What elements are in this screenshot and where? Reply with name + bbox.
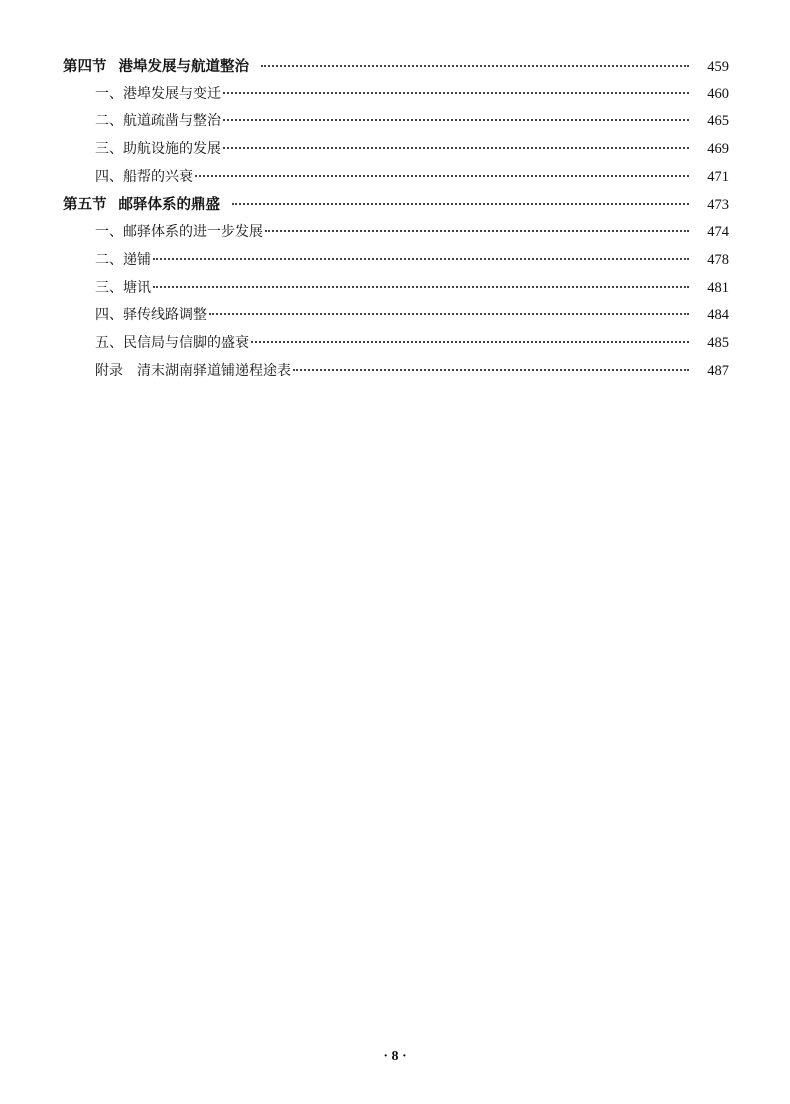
toc-item-title: 四、船帮的兴衰 xyxy=(95,168,193,185)
toc-page-number: 478 xyxy=(707,251,729,268)
dot-leader xyxy=(223,92,689,94)
toc-item-title: 三、塘讯 xyxy=(95,279,151,296)
toc-item-row[interactable] xyxy=(63,249,729,277)
toc-page-number: 459 xyxy=(707,59,729,75)
toc-item-title: 一、邮驿体系的进一步发展 xyxy=(95,224,263,241)
toc-item-title: 二、航道疏凿与整治 xyxy=(95,113,221,130)
dot-leader xyxy=(153,258,689,260)
toc-page-number: 485 xyxy=(707,334,729,351)
toc-item-row[interactable] xyxy=(63,277,729,305)
dot-leader xyxy=(223,147,689,149)
toc-page-number: 481 xyxy=(707,279,729,296)
toc-item-title: 附录 清末湖南驿道铺递程途表 xyxy=(95,362,291,379)
dot-leader xyxy=(265,230,689,232)
toc-section-number: 第五节 xyxy=(63,197,107,214)
toc-item-row[interactable] xyxy=(63,110,729,138)
dot-leader xyxy=(261,65,689,67)
dot-leader xyxy=(293,369,689,371)
toc-item-row[interactable] xyxy=(63,360,729,388)
toc-section-number: 第四节 xyxy=(63,59,107,75)
toc-section-label: 港埠发展与航道整治 xyxy=(118,59,249,75)
toc-section-row[interactable] xyxy=(63,193,729,221)
toc-page-number: 469 xyxy=(707,141,729,158)
toc-page-number: 471 xyxy=(707,168,729,185)
toc-item-row[interactable] xyxy=(63,332,729,360)
toc-item-row[interactable] xyxy=(63,166,729,194)
toc-page-number: 460 xyxy=(707,85,729,102)
toc-item-row[interactable] xyxy=(63,221,729,249)
dot-leader xyxy=(195,175,689,177)
toc-section-title xyxy=(63,55,249,76)
dot-leader xyxy=(251,341,689,343)
toc-page-number: 465 xyxy=(707,113,729,130)
toc-item-row[interactable] xyxy=(63,304,729,332)
dot-leader xyxy=(209,313,689,315)
dot-leader xyxy=(232,203,689,205)
toc-item-title: 一、港埠发展与变迁 xyxy=(95,85,221,102)
table-of-contents xyxy=(63,55,729,387)
toc-item-row[interactable] xyxy=(63,83,729,111)
page-number-footer: · 8 · xyxy=(383,1049,407,1064)
toc-item-row[interactable] xyxy=(63,138,729,166)
toc-page-number: 473 xyxy=(707,197,729,214)
toc-item-title: 五、民信局与信脚的盛衰 xyxy=(95,334,249,351)
toc-page-number: 474 xyxy=(707,224,729,241)
dot-leader xyxy=(153,286,689,288)
toc-section-title xyxy=(63,193,220,214)
toc-item-title: 三、助航设施的发展 xyxy=(95,141,221,158)
toc-item-title: 四、驿传线路调整 xyxy=(95,307,207,324)
toc-page-number: 484 xyxy=(707,307,729,324)
toc-section-label: 邮驿体系的鼎盛 xyxy=(118,197,220,214)
dot-leader xyxy=(223,119,689,121)
toc-section-row[interactable] xyxy=(63,55,729,83)
toc-page-number: 487 xyxy=(707,362,729,379)
toc-item-title: 二、递铺 xyxy=(95,251,151,268)
